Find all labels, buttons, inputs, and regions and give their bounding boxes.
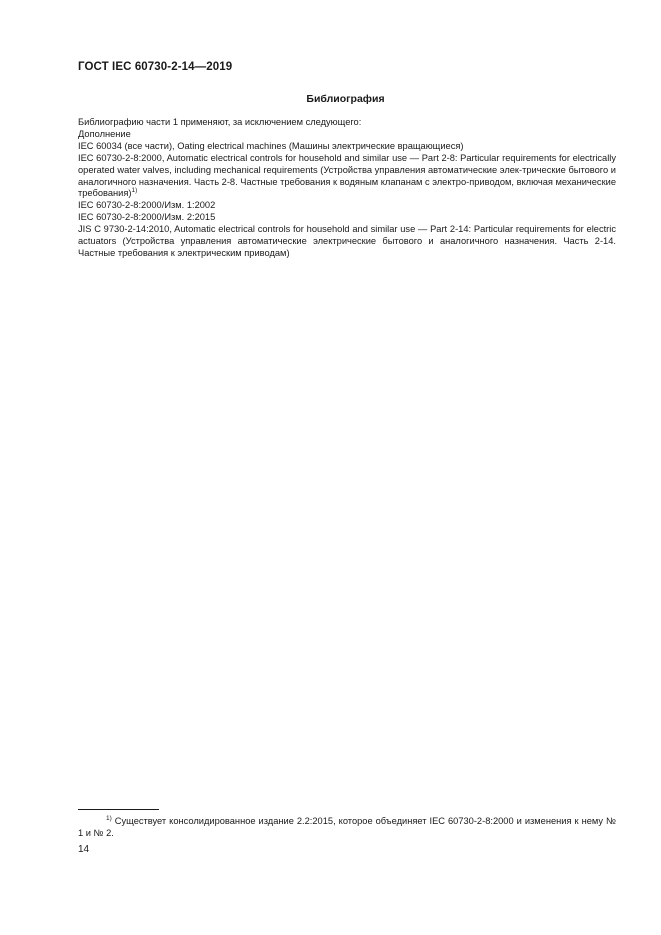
footnote-reference: 1) <box>131 187 138 195</box>
addition-label: Дополнение <box>78 128 131 139</box>
bibliography-entry: IEC 60034 (все части), Oating electrical machines (Машины электрические вращающиеся) <box>78 140 464 151</box>
footnote-divider <box>78 809 159 810</box>
page-number: 14 <box>78 844 90 855</box>
footnote-text: Существует консолидированное издание 2.2:2015, которое объединяет IEC 60730-2-8:2000 и изменения к нему № 1 и № 2. <box>78 816 616 838</box>
bibliography-intro: Библиографию части 1 применяют, за исключением следующего: <box>78 117 362 127</box>
bibliography-entry: IEC 60730-2-8:2000/Изм. 2:2015 <box>78 212 216 223</box>
footnote-mark: 1) <box>106 814 112 822</box>
bibliography-entry-text: IEC 60730-2-8:2000, Automatic electrical controls for household and similar use — Part 2-8: Particular requirements for electrically operated water valves, including mechanical requirements (Устройства управления автоматические элек-трические бытового и аналогичного назначения. Часть 2-8. Частные требования к водяным клапанам с электро-приводом, включая механические требования) <box>78 152 617 199</box>
document-header: ГОСТ IEC 60730-2-14—2019 <box>78 61 233 73</box>
bibliography-entry: IEC 60730-2-8:2000/Изм. 1:2002 <box>78 200 216 211</box>
bibliography-entry: JIS C 9730-2-14:2010, Automatic electrical controls for household and similar use — Part 2-14: Particular requirements for electric actuators (Устройства управления автоматические электрические бытового и аналогичного назначения. Часть 2-14. Частные требования к электрическим приводам) <box>78 224 616 258</box>
bibliography-entry-with-footnote <box>78 153 616 201</box>
section-title: Библиография <box>306 93 385 105</box>
footnote <box>78 815 616 839</box>
bibliography-body <box>78 117 616 260</box>
